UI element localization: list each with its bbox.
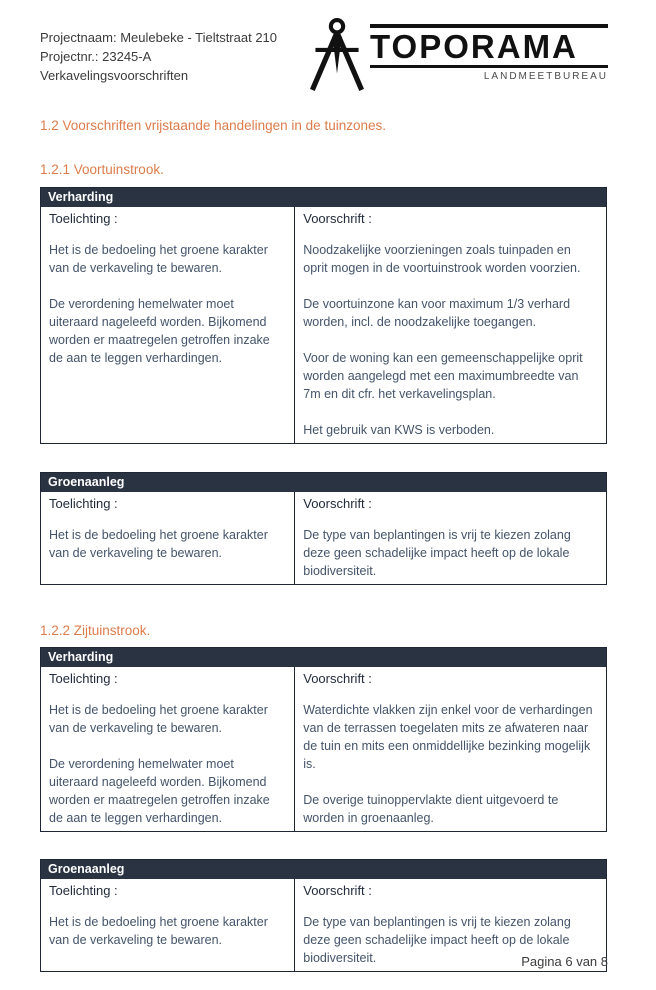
voorschrift-cell <box>295 207 606 443</box>
table-body <box>41 667 606 831</box>
table-groenaanleg-voortuin <box>40 472 607 585</box>
paragraph: De verordening hemelwater moet uiteraard nageleefd worden. Bijkomend worden er maatregelen getroffen inzake de aan te leggen verhardingen. <box>49 297 270 365</box>
section-heading-1-2-2: 1.2.2 Zijtuinstrook. <box>40 623 151 638</box>
paragraph: Het is de bedoeling het groene karakter van de verkaveling te bewaren. <box>49 915 268 947</box>
surveyor-compass-icon <box>306 16 368 97</box>
paragraph: De verordening hemelwater moet uiteraard nageleefd worden. Bijkomend worden er maatregelen getroffen inzake de aan te leggen verhardingen. <box>49 757 270 825</box>
paragraph: De type van beplantingen is vrij te kiezen zolang deze geen schadelijke impact heeft op de lokale biodiversiteit. <box>303 915 571 965</box>
page-number: Pagina 6 van 8 <box>521 954 608 969</box>
toelichting-label: Toelichting : <box>49 883 118 898</box>
toelichting-label: Toelichting : <box>49 671 118 686</box>
paragraph: Het is de bedoeling het groene karakter van de verkaveling te bewaren. <box>49 703 268 735</box>
paragraph: De voortuinzone kan voor maximum 1/3 verhard worden, incl. de noodzakelijke toegangen. <box>303 297 571 329</box>
toelichting-cell <box>41 492 295 584</box>
table-verharding-voortuin <box>40 187 607 444</box>
toelichting-cell <box>41 667 295 831</box>
paragraph: Het is de bedoeling het groene karakter van de verkaveling te bewaren. <box>49 528 268 560</box>
logo-text-block <box>370 16 608 82</box>
toelichting-label: Toelichting : <box>49 496 118 511</box>
table-title: Verharding <box>41 188 606 207</box>
paragraph: De type van beplantingen is vrij te kiezen zolang deze geen schadelijke impact heeft op de lokale biodiversiteit. <box>303 528 571 578</box>
page-header <box>40 28 608 97</box>
table-title: Groenaanleg <box>41 473 606 492</box>
table-body <box>41 207 606 443</box>
project-name: Projectnaam: Meulebeke - Tieltstraat 210 <box>40 30 278 45</box>
paragraph: Voor de woning kan een gemeenschappelijke oprit worden aangelegd met een maximumbreedte van 7m en dit cfr. het verkavelingsplan. <box>303 351 583 401</box>
voorschrift-label: Voorschrift : <box>303 211 372 226</box>
paragraph: De overige tuinoppervlakte dient uitgevoerd te worden in groenaanleg. <box>303 793 559 825</box>
paragraph: Noodzakelijke voorzieningen zoals tuinpaden en oprit mogen in de voortuinstrook worden voorzien. <box>303 243 581 275</box>
toelichting-label: Toelichting : <box>49 211 118 226</box>
project-number: Projectnr.: 23245-A <box>40 49 152 64</box>
voorschrift-label: Voorschrift : <box>303 671 372 686</box>
table-title: Verharding <box>41 648 606 667</box>
paragraph: Waterdichte vlakken zijn enkel voor de verhardingen van de terrassen toegelaten mits ze afwateren naar de tuin en mits een onmiddellijke bezinking mogelijk is. <box>303 703 593 771</box>
voorschrift-cell <box>295 667 606 831</box>
paragraph: Het gebruik van KWS is verboden. <box>303 423 495 437</box>
section-heading-1-2-1: 1.2.1 Voortuinstrook. <box>40 162 164 177</box>
table-verharding-zijtuin <box>40 647 607 832</box>
logo-bottom-rule <box>370 65 608 68</box>
table-title: Groenaanleg <box>41 860 606 879</box>
logo-brand-text: TOPORAMA <box>370 28 578 65</box>
table-body <box>41 492 606 584</box>
project-info <box>40 28 277 85</box>
voorschrift-cell <box>295 492 606 584</box>
toporama-logo <box>306 16 608 97</box>
logo-subtitle: LANDMEETBUREAU <box>483 71 608 82</box>
voorschrift-label: Voorschrift : <box>303 883 372 898</box>
voorschrift-label: Voorschrift : <box>303 496 372 511</box>
toelichting-cell <box>41 879 295 971</box>
paragraph: Het is de bedoeling het groene karakter van de verkaveling te bewaren. <box>49 243 268 275</box>
toelichting-cell <box>41 207 295 443</box>
document-type: Verkavelingsvoorschriften <box>40 68 189 83</box>
section-heading-1-2: 1.2 Voorschriften vrijstaande handelingen in de tuinzones. <box>40 118 386 133</box>
